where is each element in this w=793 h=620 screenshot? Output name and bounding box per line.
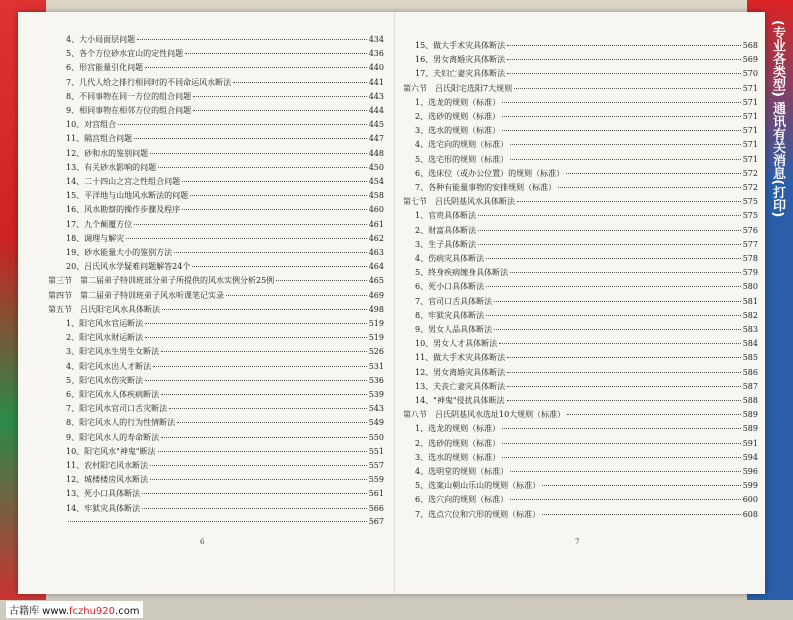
page-number: 7 (575, 538, 580, 546)
toc-entry (415, 68, 758, 79)
toc-entry-page: 608 (742, 509, 758, 519)
toc-entry-page: 575 (742, 211, 758, 221)
dot-leader (68, 521, 367, 522)
toc-entry-title: 6、形宫能量引化问题 (66, 63, 144, 73)
toc-entry-page: 519 (368, 333, 384, 343)
toc-entry-title: 11、隔宫组合问题 (66, 134, 133, 144)
toc-entry-page: 571 (742, 83, 758, 93)
toc-entry-title: 15、做大手术灾具体断法 (415, 41, 506, 50)
toc-entry-title: 5、阳宅风水伤灾断法 (66, 375, 144, 385)
toc-entry-title: 13、死小口具体断法 (66, 489, 141, 499)
toc-entry-page: 577 (742, 239, 758, 249)
dot-leader (507, 372, 741, 373)
toc-entry-page: 571 (742, 126, 758, 136)
dot-leader (158, 451, 367, 452)
toc-entry-title: 6、阳宅风水人体疾病断法 (66, 390, 160, 399)
toc-entry-page: 445 (368, 120, 384, 130)
toc-entry (415, 111, 758, 122)
toc-entry (66, 119, 384, 130)
dot-leader (153, 366, 367, 367)
dot-leader (567, 414, 741, 415)
toc-entry-title: 4、阳宅风水出人才断法 (66, 361, 152, 371)
dot-leader (510, 499, 741, 500)
toc-entry-page: 549 (368, 418, 384, 428)
toc-section (48, 275, 384, 286)
toc-entry (415, 54, 758, 65)
toc-entry (415, 338, 758, 349)
dot-leader (158, 167, 367, 168)
dot-leader (542, 485, 741, 486)
footer-brand: fczhu920 (68, 606, 116, 617)
toc-entry-title: 第八节 吕氏阴基风水选址10大规则（标准） (403, 410, 566, 420)
open-book (18, 12, 765, 594)
toc-entry-page: 572 (742, 183, 758, 192)
dot-leader (486, 286, 741, 287)
dot-leader (185, 53, 367, 54)
toc-entry-title: 2、财富具体断法 (415, 225, 477, 235)
dot-leader (145, 380, 367, 381)
toc-entry-page: 567 (368, 516, 384, 526)
toc-entry-title: 6、死小口具体断法 (415, 282, 485, 292)
toc-entry-page: 596 (742, 467, 758, 476)
toc-entry-title: 第三节 第二届弟子特训班部分弟子所提供的风水实例分析25例 (48, 276, 275, 286)
toc-entry-title: 9、相同事物在相邻方位的组合问题 (66, 106, 192, 115)
toc-entry (415, 310, 758, 321)
toc-entry-page: 600 (742, 495, 758, 505)
toc-entry (66, 247, 384, 258)
toc-entry-page: 444 (368, 106, 384, 115)
toc-entry-page: 584 (742, 339, 758, 349)
watermark-footer (6, 601, 143, 618)
toc-entry-title: 14、"神鬼"侵扰具体断法 (415, 396, 505, 405)
dot-leader (507, 400, 741, 401)
toc-entry-title: 15、平洋地与山地风水断法的问题 (66, 191, 189, 201)
dot-leader (507, 73, 741, 74)
toc-section (403, 196, 758, 207)
toc-entry-page: 571 (742, 154, 758, 164)
dot-leader (150, 465, 367, 466)
toc-entry-page: 582 (742, 310, 758, 320)
toc-entry-title: 1、选龙的规则（标准） (415, 97, 501, 107)
toc-entry-title: 第七节 吕氏阴基风水具体断法 (403, 197, 515, 207)
toc-entry (66, 77, 384, 88)
toc-entry (415, 97, 758, 108)
toc-entry-title: 1、官贵具体断法 (415, 211, 477, 221)
page-number: 6 (200, 538, 205, 546)
toc-entry (415, 395, 758, 406)
toc-entry-page: 591 (742, 438, 758, 448)
toc-entry (415, 352, 758, 363)
toc-entry-title: 1、选龙的规则（标准） (415, 424, 501, 434)
dot-leader (161, 437, 367, 438)
toc-entry-title: 7、几代人给之排行相同时的不同命运风水断法 (66, 77, 232, 87)
toc-entry-page: 463 (368, 248, 384, 257)
toc-entry-title: 2、选砂的规则（标准） (415, 438, 501, 448)
toc-entry-page: 531 (368, 361, 384, 371)
toc-entry (415, 225, 758, 236)
toc-entry-title: 7、阳宅风水官司口舌灾断法 (66, 404, 168, 414)
toc-entry-title: 10、男女人才具体断法 (415, 339, 498, 349)
toc-entry-page: 454 (368, 177, 384, 186)
left-page (18, 12, 390, 594)
toc-entry-page: 585 (742, 353, 758, 363)
toc-entry-page: 571 (742, 112, 758, 121)
toc-entry (66, 133, 384, 144)
toc-entry-page: 599 (742, 481, 758, 491)
toc-entry-title: 12、城楼楼房风水断法 (66, 475, 149, 485)
dot-leader (510, 471, 741, 472)
toc-section (48, 304, 384, 315)
dot-leader (542, 514, 741, 515)
dot-leader (566, 173, 741, 174)
toc-entry-title: 5、选宅形的规则（标准） (415, 154, 509, 164)
toc-entry-title: 19、砂水能量大小的鉴别方法 (66, 248, 173, 257)
dot-leader (126, 238, 367, 239)
dot-leader (507, 59, 741, 60)
toc-entry-page: 461 (368, 219, 384, 229)
dot-leader (193, 96, 367, 97)
dot-leader (510, 159, 741, 160)
toc-entry-title: 第六节 吕氏阳宅选阳7大规则 (403, 83, 513, 93)
toc-entry-page: 557 (368, 461, 384, 470)
toc-entry-page: 561 (368, 489, 384, 499)
toc-entry (415, 40, 758, 51)
toc-entry (66, 389, 384, 400)
toc-entry (415, 367, 758, 378)
toc-entry-page: 559 (368, 475, 384, 485)
toc-entry-page: 519 (368, 319, 384, 328)
toc-entry (415, 281, 758, 292)
dot-leader (276, 280, 367, 281)
toc-entry-title: 13、有关砂水影响的问题 (66, 162, 157, 172)
toc-entry (66, 361, 384, 372)
toc-entry-title: 12、男女离婚灾具体断法 (415, 367, 506, 377)
toc-entry-page: 580 (742, 282, 758, 292)
toc-entry-title: 17、九个颠覆方位 (66, 219, 133, 229)
toc-entry-page: 551 (368, 446, 384, 456)
toc-entry (66, 105, 384, 116)
toc-entry-title: 10、阳宅风水"神鬼"断法 (66, 446, 156, 456)
toc-entry-page: 458 (368, 191, 384, 201)
right-ad-text: (专业各类型) 通讯有关消息(打印) (770, 20, 785, 218)
toc-entry (66, 517, 384, 526)
toc-entry-title: 11、农村阳宅风水断法 (66, 461, 149, 470)
toc-entry-title: 17、夫妇亡妻灾具体断法 (415, 69, 506, 79)
toc-entry-title: 9、阳宅风水人的寿命断法 (66, 432, 160, 442)
dot-leader (478, 230, 741, 231)
toc-entry (66, 48, 384, 59)
toc-entry-title: 6、选床位（或办公位置）的规则（标准） (415, 168, 565, 178)
dot-leader (169, 408, 367, 409)
toc-entry-page: 539 (368, 390, 384, 399)
toc-entry (415, 381, 758, 392)
dot-leader (226, 295, 367, 296)
toc-entry-page: 588 (742, 396, 758, 405)
toc-entry-page: 447 (368, 134, 384, 144)
toc-entry (415, 452, 758, 463)
dot-leader (502, 457, 741, 458)
toc-entry-page: 464 (368, 262, 384, 272)
dot-leader (517, 201, 741, 202)
toc-entry (66, 403, 384, 414)
toc-entry-page: 536 (368, 375, 384, 385)
toc-entry (415, 125, 758, 136)
toc-entry-title: 8、牢狱灾具体断法 (415, 310, 485, 320)
right-page (394, 12, 766, 594)
dot-leader (145, 67, 367, 68)
footer-prefix: 古籍库 www. (9, 606, 69, 617)
dot-leader (145, 323, 367, 324)
toc-entry-page: 498 (368, 304, 384, 314)
toc-entry (415, 296, 758, 307)
toc-entry (66, 474, 384, 485)
toc-entry-title: 9、男女人品具体断法 (415, 325, 493, 334)
toc-entry-title: 18、调理与解灾 (66, 233, 125, 243)
toc-entry (415, 168, 758, 179)
dot-leader (145, 337, 367, 338)
toc-entry (66, 460, 384, 471)
dot-leader (118, 124, 367, 125)
toc-entry-page: 575 (742, 197, 758, 207)
toc-entry (415, 154, 758, 165)
dot-leader (507, 45, 741, 46)
toc-entry-page: 443 (368, 91, 384, 101)
toc-entry (66, 488, 384, 499)
toc-entry-title: 3、生子具体断法 (415, 239, 477, 249)
toc-entry-page: 566 (368, 503, 384, 513)
toc-entry-title: 4、伤病灾具体断法 (415, 254, 485, 263)
dot-leader (510, 144, 741, 145)
dot-leader (502, 428, 741, 429)
toc-entry (415, 480, 758, 491)
toc-entry-title: 5、终身疾病缠身具体断法 (415, 268, 509, 278)
dot-leader (174, 252, 367, 253)
toc-entry (66, 332, 384, 343)
toc-entry (415, 438, 758, 449)
toc-entry-title: 2、选砂的规则（标准） (415, 112, 501, 121)
toc-entry-title: 2、阳宅风水财运断法 (66, 333, 144, 343)
dot-leader (486, 258, 741, 259)
toc-entry-page: 589 (742, 410, 758, 420)
toc-entry-page: 526 (368, 347, 384, 357)
dot-leader (502, 443, 741, 444)
dot-leader (182, 209, 367, 210)
toc-entry-page: 568 (742, 41, 758, 50)
toc-entry (66, 261, 384, 272)
toc-section (403, 409, 758, 420)
toc-entry-page: 570 (742, 69, 758, 79)
toc-entry-page: 569 (742, 55, 758, 65)
toc-section (48, 290, 384, 301)
dot-leader (558, 187, 741, 188)
dot-leader (494, 301, 741, 302)
toc-entry-page: 460 (368, 205, 384, 215)
toc-entry (415, 210, 758, 221)
dot-leader (142, 508, 367, 509)
dot-leader (142, 493, 367, 494)
toc-entry (66, 318, 384, 329)
dot-leader (502, 130, 741, 131)
dot-leader (478, 244, 741, 245)
dot-leader (161, 351, 367, 352)
toc-entry (415, 324, 758, 335)
toc-entry (415, 466, 758, 477)
toc-entry-title: 3、选水的规则（标准） (415, 452, 501, 462)
toc-entry-page: 572 (742, 168, 758, 178)
toc-entry (415, 267, 758, 278)
toc-entry-page: 578 (742, 254, 758, 263)
toc-entry-page: 586 (742, 367, 758, 377)
toc-entry-title: 6、选穴向的规则（标准） (415, 495, 509, 505)
dot-leader (134, 138, 367, 139)
toc-entry-title: 5、选案山朝山乐山的规则（标准） (415, 481, 541, 491)
toc-entry-page: 594 (742, 452, 758, 462)
toc-entry-title: 第五节 吕氏阳宅风水具体断法 (48, 304, 160, 314)
toc-entry-title: 1、阳宅风水官运断法 (66, 319, 144, 328)
toc-entry (415, 182, 758, 193)
toc-entry-title: 4、选明堂的规则（标准） (415, 467, 509, 476)
toc-entry (66, 62, 384, 73)
dot-leader (162, 309, 367, 310)
dot-leader (514, 88, 741, 89)
toc-entry-title: 13、夫丧亡妻灾具体断法 (415, 381, 506, 391)
dot-leader (137, 39, 367, 40)
toc-entry-title: 8、不同事物在同一方位的组合问题 (66, 91, 192, 101)
toc-entry-page: 440 (368, 63, 384, 73)
toc-entry-page: 550 (368, 432, 384, 442)
toc-entry-title: 20、吕氏风水学疑难问题解答24个 (66, 262, 191, 272)
toc-entry-page: 579 (742, 268, 758, 278)
dot-leader (507, 357, 741, 358)
dot-leader (182, 181, 367, 182)
toc-entry-page: 465 (368, 276, 384, 286)
dot-leader (478, 215, 741, 216)
toc-entry-title: 3、选水的规则（标准） (415, 126, 501, 136)
toc-entry (415, 139, 758, 150)
toc-entry-page: 436 (368, 49, 384, 59)
toc-entry-page: 587 (742, 381, 758, 391)
toc-entry-title: 5、各个方位砂水宜山的定性问题 (66, 49, 184, 59)
toc-entry-page: 434 (368, 35, 384, 44)
toc-entry-title: 10、对宫组合 (66, 120, 117, 130)
toc-entry (415, 423, 758, 434)
toc-entry (415, 509, 758, 520)
toc-entry-page: 581 (742, 296, 758, 306)
toc-entry-title: 14、牢狱灾具体断法 (66, 503, 141, 513)
dot-leader (161, 394, 367, 395)
toc-entry-page: 448 (368, 148, 384, 158)
toc-entry-title: 11、做大手术灾具体断法 (415, 353, 506, 363)
dot-leader (510, 272, 741, 273)
toc-entry-title: 7、官司口舌具体断法 (415, 296, 493, 306)
footer-suffix: .com (115, 606, 140, 617)
toc-entry-page: 583 (742, 325, 758, 334)
toc-entry-title: 3、阳宅风水生男生女断法 (66, 347, 160, 357)
dot-leader (502, 102, 741, 103)
toc-entry-title: 7、选点穴位和穴形的规则（标准） (415, 509, 541, 519)
toc-entry (66, 34, 384, 45)
toc-entry-page: 571 (742, 140, 758, 150)
toc-entry (66, 417, 384, 428)
toc-entry-title: 14、二十四山之宫之性组合问题 (66, 177, 181, 186)
toc-entry (66, 162, 384, 173)
toc-entry (66, 503, 384, 514)
dot-leader (507, 386, 741, 387)
toc-entry (66, 91, 384, 102)
dot-leader (190, 195, 367, 196)
toc-entry-page: 589 (742, 424, 758, 434)
dot-leader (150, 153, 367, 154)
dot-leader (193, 110, 367, 111)
toc-entry-page: 543 (368, 404, 384, 414)
toc-entry (66, 219, 384, 230)
toc-entry-title: 16、风水勘察的操作步骤及程序 (66, 205, 181, 215)
toc-entry (66, 346, 384, 357)
toc-entry-title: 8、阳宅风水人的行为性情断法 (66, 418, 176, 428)
toc-entry-page: 450 (368, 162, 384, 172)
toc-entry-title: 12、砂和水的鉴别问题 (66, 148, 149, 158)
toc-entry-title: 7、各种有能量事物的安排规则（标准） (415, 183, 557, 192)
toc-section (403, 83, 758, 94)
dot-leader (502, 116, 741, 117)
dot-leader (192, 266, 366, 267)
dot-leader (177, 422, 367, 423)
toc-entry (66, 233, 384, 244)
dot-leader (233, 82, 367, 83)
toc-entry-page: 462 (368, 233, 384, 243)
toc-entry-page: 441 (368, 77, 384, 87)
toc-entry-title: 第四节 第二届弟子特训班弟子风水听课笔记实录 (48, 290, 224, 300)
toc-entry (415, 494, 758, 505)
toc-entry-title: 4、大小局面层问题 (66, 35, 136, 44)
toc-entry-page: 469 (368, 290, 384, 300)
dot-leader (494, 329, 741, 330)
toc-entry (66, 204, 384, 215)
dot-leader (486, 315, 741, 316)
toc-entry (66, 190, 384, 201)
toc-entry (415, 239, 758, 250)
toc-entry-page: 571 (742, 97, 758, 107)
dot-leader (134, 224, 367, 225)
toc-entry-page: 576 (742, 225, 758, 235)
toc-entry (66, 375, 384, 386)
toc-entry (415, 253, 758, 264)
toc-entry (66, 432, 384, 443)
toc-entry (66, 176, 384, 187)
toc-entry (66, 148, 384, 159)
toc-entry-title: 16、男女离婚灾具体断法 (415, 55, 506, 65)
dot-leader (150, 479, 367, 480)
toc-entry-title: 4、选宅向的规则（标准） (415, 140, 509, 150)
dot-leader (499, 343, 741, 344)
toc-entry (66, 446, 384, 457)
